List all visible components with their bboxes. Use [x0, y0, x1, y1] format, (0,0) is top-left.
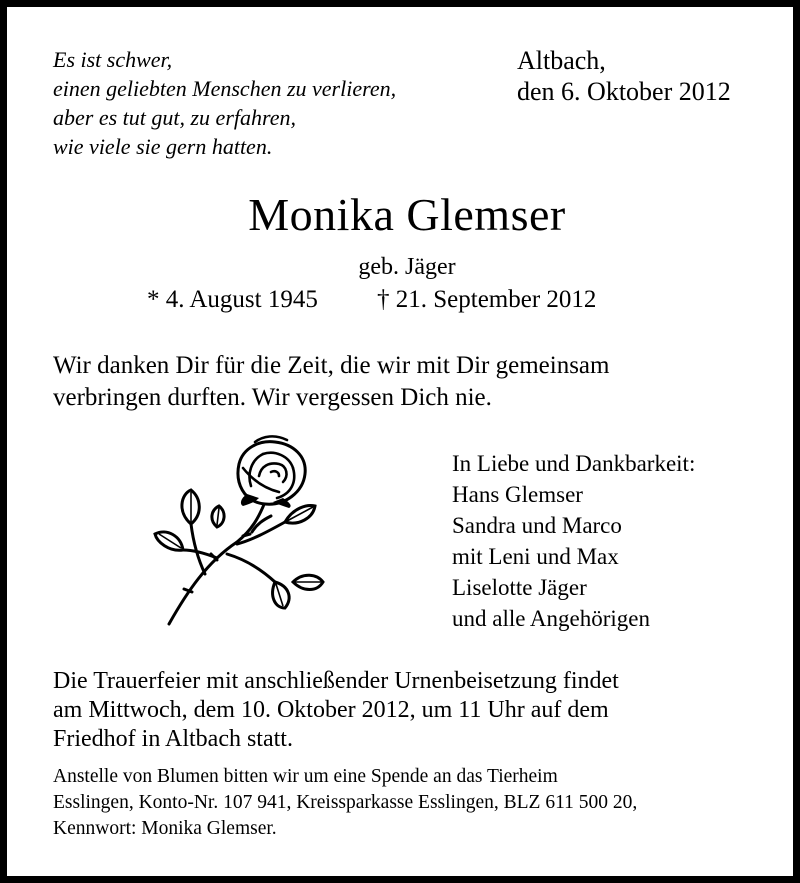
- family-member: Hans Glemser: [452, 482, 583, 507]
- birth-date: * 4. August 1945: [147, 286, 318, 313]
- thanks-line: Wir danken Dir für die Zeit, die wir mit Dir gemeinsam: [53, 352, 610, 379]
- place: Altbach,: [517, 46, 606, 75]
- donation-line: Esslingen, Konto-Nr. 107 941, Kreissparkasse Esslingen, BLZ 611 500 20,: [53, 792, 638, 813]
- funeral-info: [53, 667, 761, 754]
- family-member: und alle Angehörigen: [452, 606, 651, 631]
- thanks-text: [53, 350, 761, 414]
- deceased-name: Monika Glemser: [248, 189, 566, 240]
- motto-line: einen geliebten Menschen zu verlieren,: [53, 76, 397, 101]
- family-member: mit Leni und Max: [452, 544, 619, 569]
- notice-date: den 6. Oktober 2012: [517, 77, 731, 106]
- motto-line: wie viele sie gern hatten.: [53, 134, 273, 159]
- thanks-line: verbringen durften. Wir vergessen Dich nie.: [53, 384, 492, 411]
- family-signature: [452, 448, 772, 634]
- family-member: Liselotte Jäger: [452, 575, 587, 600]
- motto-line: Es ist schwer,: [53, 47, 173, 72]
- family-intro: In Liebe und Dankbarkeit:: [452, 451, 696, 476]
- motto-verse: [53, 45, 493, 161]
- maiden-name: geb. Jäger: [358, 254, 456, 280]
- funeral-line: Friedhof in Altbach statt.: [53, 726, 293, 752]
- rose-icon: [147, 432, 337, 632]
- motto-line: aber es tut gut, zu erfahren,: [53, 105, 296, 130]
- donation-line: Kennwort: Monika Glemser.: [53, 818, 277, 839]
- death-date: † 21. September 2012: [377, 286, 597, 313]
- funeral-line: am Mittwoch, dem 10. Oktober 2012, um 11 Uhr auf dem: [53, 697, 609, 723]
- family-member: Sandra und Marco: [452, 513, 622, 538]
- funeral-line: Die Trauerfeier mit anschließender Urnenbeisetzung findet: [53, 668, 619, 694]
- donation-info: [53, 764, 761, 842]
- donation-line: Anstelle von Blumen bitten wir um eine Spende an das Tierheim: [53, 766, 558, 787]
- place-date: [517, 45, 777, 107]
